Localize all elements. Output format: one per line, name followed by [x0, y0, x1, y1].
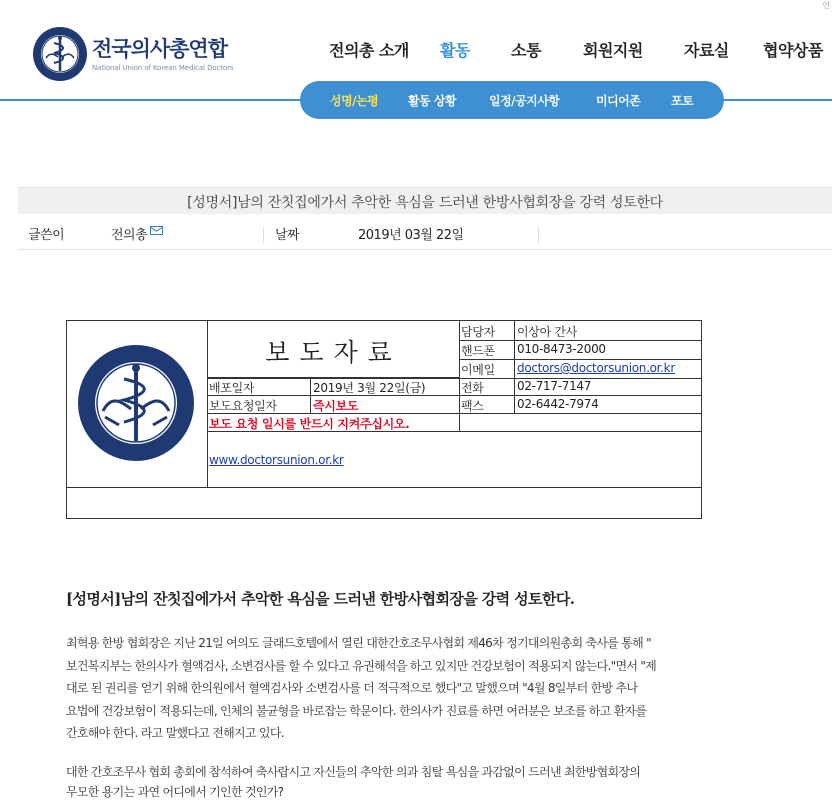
gnb-item-archive[interactable]: 자료실 [684, 41, 729, 60]
body-paragraph [66, 632, 806, 745]
request-label: 보도요청일자 [209, 399, 277, 413]
press-grid-line [67, 487, 701, 488]
article-title-bar [18, 187, 832, 214]
press-grid-line [208, 395, 701, 396]
phone-value: 010-8473-2000 [517, 342, 606, 356]
body-line: 최혁용 한방 협회장은 지난 21일 여의도 글래드호텔에서 열린 대한간호조무사협회 제46차 정기대의원총회 축사를 통해 " [66, 636, 651, 650]
tel-label: 전화 [461, 381, 484, 395]
logo-name-en: National Union of Korean Medical Doctors [92, 63, 234, 72]
body-line: 요법에 건강보험이 적용되는데, 인체의 불균형을 바로잡는 학문이다. 한의사가 진료를 하면 여러분은 보조를 하고 환자를 [66, 703, 647, 718]
email-link[interactable]: doctors@doctorsunion.or.kr [517, 361, 675, 375]
gnb-item-partner-products[interactable]: 협약상품 [763, 41, 823, 60]
press-release-box [66, 320, 702, 519]
subnav-item-schedule-notice[interactable]: 일정/공지사항 [489, 94, 560, 108]
subnav-item-media-zone[interactable]: 미디어존 [596, 94, 641, 108]
meta-divider [538, 227, 539, 243]
body-line: 간호해야 한다. 라고 말했다고 전해지고 있다. [66, 726, 284, 740]
press-grid-line [208, 378, 701, 379]
gnb-item-member-support[interactable]: 회원지원 [583, 41, 643, 60]
release-label: 배포일자 [209, 381, 255, 395]
body-line: 대로 된 권리를 얻기 위해 한의원에서 혈액검사와 소변검사를 더 적극적으로 했다"고 말했으며 "4월 8일부터 한방 추나 [66, 681, 638, 695]
press-notice: 보도 요청 일시를 반드시 지켜주십시오. [209, 417, 410, 431]
website-link[interactable]: www.doctorsunion.or.kr [209, 453, 344, 467]
body-paragraph [66, 762, 806, 802]
gnb-item-about[interactable]: 전의총 소개 [329, 41, 409, 60]
fax-value: 02-6442-7974 [517, 397, 599, 411]
meta-divider [263, 227, 264, 243]
phone-label: 핸드폰 [461, 344, 495, 358]
mail-icon[interactable] [150, 226, 163, 235]
union-seal-icon [67, 321, 208, 487]
gnb-item-activity[interactable]: 활동 [440, 41, 470, 60]
subnav-item-activity-status[interactable]: 활동 상황 [408, 94, 457, 108]
author-label: 글쓴이 [28, 228, 65, 243]
fax-label: 팩스 [461, 399, 484, 413]
press-grid-line [208, 413, 701, 414]
body-line: 대한 간호조무사 협회 총회에 참석하여 축사랍시고 자신들의 추악한 의과 침탈 욕심을 과감없이 드러낸 최한방협회장의 [66, 765, 641, 779]
subnav-item-statements[interactable]: 성명/논평 [330, 94, 379, 108]
article-meta [18, 220, 832, 250]
release-date: 2019년 3월 22일(금) [313, 381, 426, 395]
date-label: 날짜 [275, 228, 300, 243]
corner-text: 언 [822, 1, 830, 10]
contact-value: 이상아 간사 [517, 325, 577, 339]
subnav-item-photo[interactable]: 포토 [671, 94, 694, 108]
article-date: 2019년 03월 22일 [358, 228, 464, 243]
logo-name-ko: 전국의사총연합 [92, 36, 228, 61]
tel-value: 02-717-7147 [517, 379, 592, 393]
press-grid-line [459, 359, 701, 360]
body-line: 보건복지부는 한의사가 혈액검사, 소변검사를 할 수 있다고 유권해석을 하고 있지만 건강보험이 적용되지 않는다."면서 "제 [66, 658, 657, 673]
press-emblem-cell [67, 321, 208, 487]
sub-nav [300, 81, 724, 119]
press-title: 보도자료 [208, 321, 459, 378]
global-nav [0, 38, 832, 62]
gnb-item-communication[interactable]: 소통 [511, 41, 541, 60]
press-grid-line [310, 378, 311, 413]
contact-label: 담당자 [461, 325, 495, 339]
body-line: 무모한 용기는 과연 어디에서 기인한 것인가? [66, 785, 284, 799]
author-name-text: 전의총 [111, 228, 148, 243]
press-grid-line [459, 340, 701, 341]
request-value: 즉시보도 [313, 399, 359, 413]
email-label: 이메일 [461, 363, 495, 377]
author-name[interactable] [111, 224, 147, 243]
press-grid-line [514, 321, 515, 413]
body-heading: [성명서]남의 잔칫집에가서 추악한 욕심을 드러낸 한방사협회장을 강력 성토한다. [66, 590, 575, 608]
article-title: [성명서]남의 잔칫집에가서 추악한 욕심을 드러낸 한방사협회장을 강력 성토한다 [187, 195, 663, 211]
